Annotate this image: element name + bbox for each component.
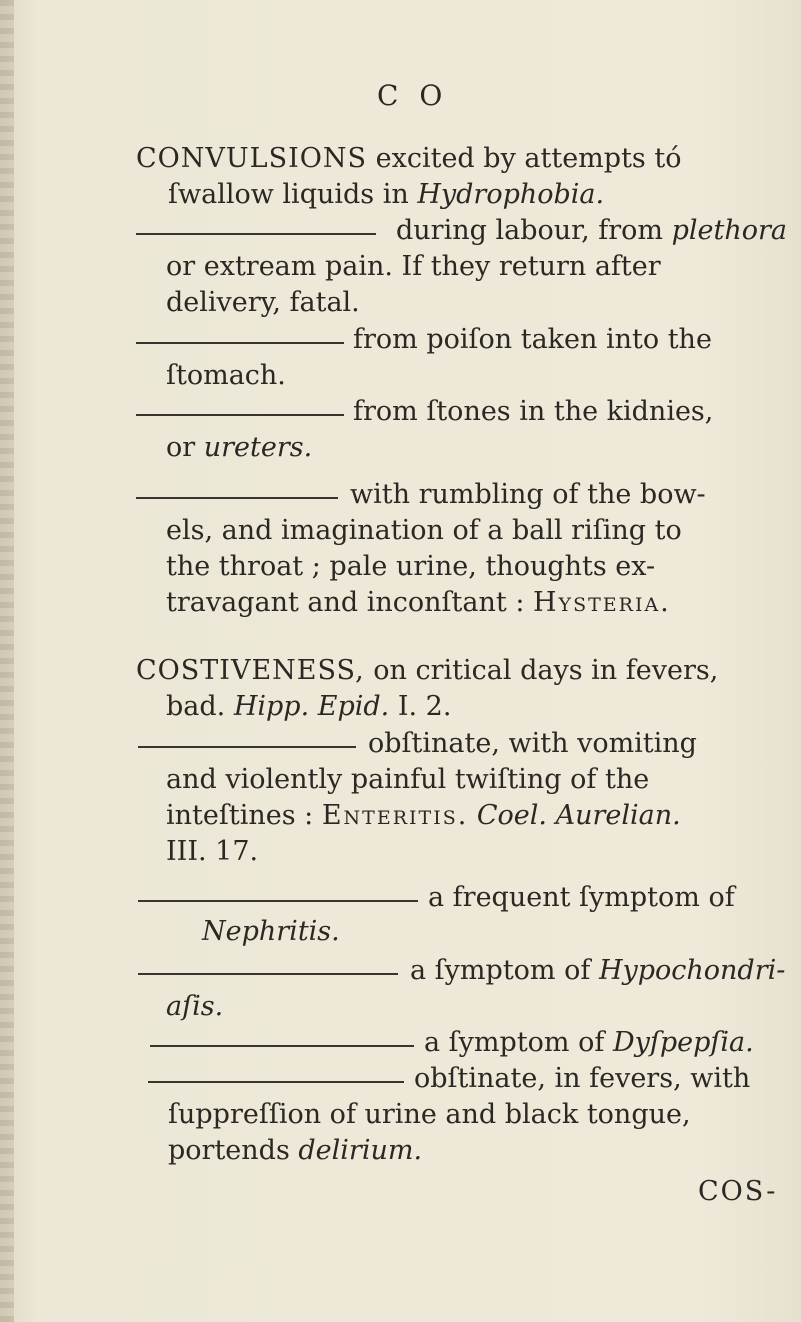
entry-text: a frequent ſymptom of: [428, 882, 735, 913]
subentry-vomiting-line-3: [166, 800, 681, 832]
ditto-rule: [138, 900, 418, 902]
subentry-labour-line-3: [166, 287, 360, 319]
entry-text: obſtinate, in fevers, with: [414, 1063, 751, 1094]
entry-text: ſtomach.: [166, 360, 286, 391]
ditto-rule: [136, 342, 344, 344]
subentry-rumbling-line-3: [166, 551, 655, 583]
subentry-vomiting-line-4: [166, 836, 258, 868]
entry-text: obſtinate, with vomiting: [368, 728, 697, 759]
entry-text: travagant and inconſtant :: [166, 587, 533, 618]
entry-convulsions-line-1: [136, 143, 681, 175]
subentry-delirium-line-1: [414, 1063, 750, 1095]
entry-italic-term: Dyſpepſia.: [612, 1027, 754, 1058]
entry-text: inteſtines :: [166, 800, 322, 831]
subentry-rumbling-line-1: [350, 479, 706, 511]
entry-smallcaps-term: Hysteria.: [533, 587, 671, 618]
entry-italic-term: plethora: [671, 215, 787, 246]
entry-text: delivery, fatal.: [166, 287, 360, 318]
entry-italic-term: Hipp. Epid.: [233, 691, 390, 722]
ditto-rule: [136, 414, 344, 416]
ditto-rule: [148, 1081, 404, 1083]
entry-text: portends: [168, 1135, 299, 1166]
entry-italic-term: Nephritis.: [202, 916, 340, 947]
entry-text: ſuppreſſion of urine and black tongue,: [168, 1099, 691, 1130]
entry-italic-term: Hydrophobia.: [417, 179, 605, 210]
subentry-poison-line-2: [166, 360, 286, 392]
catchword: COS-: [698, 1176, 778, 1207]
subentry-rumbling-line-4: [166, 587, 671, 619]
ditto-rule: [138, 973, 398, 975]
subentry-nephritis-line-1: [428, 882, 735, 914]
entry-italic-term: delirium.: [298, 1135, 423, 1166]
entry-text: from ſtones in the kidnies,: [353, 396, 714, 427]
subentry-delirium-line-2: [168, 1099, 691, 1131]
running-head: C O: [377, 79, 449, 112]
subentry-poison-line-1: [353, 324, 712, 356]
entry-text: or extream pain. If they return after: [166, 251, 661, 282]
ditto-rule: [138, 746, 356, 748]
entry-text: with rumbling of the bow-: [350, 479, 706, 510]
entry-text: bad.: [166, 691, 234, 722]
subentry-labour-line-2: [166, 251, 661, 283]
subentry-nephritis-line-2: [202, 916, 340, 948]
entry-costiveness-line-1: [136, 655, 718, 687]
entry-text: from poiſon taken into the: [353, 324, 712, 355]
ditto-rule: [136, 497, 338, 499]
entry-text: [468, 800, 477, 831]
subentry-vomiting-line-1: [368, 728, 697, 760]
entry-text: or: [166, 432, 204, 463]
entry-convulsions-line-2: [168, 179, 604, 211]
entry-text: a ſymptom of: [410, 955, 599, 986]
subentry-stones-line-1: [353, 396, 713, 428]
entry-text: the throat ; pale urine, thoughts ex-: [166, 551, 656, 582]
entry-heading: CONVULSIONS: [136, 143, 368, 174]
entry-text: a ſymptom of: [424, 1027, 613, 1058]
entry-text: III. 17.: [166, 836, 259, 867]
subentry-stones-line-2: [166, 432, 312, 464]
entry-italic-term: Coel. Aurelian.: [476, 800, 681, 831]
entry-text: during labour, from: [396, 215, 672, 246]
subentry-vomiting-line-2: [166, 764, 649, 796]
entry-costiveness-line-2: [166, 691, 451, 723]
entry-italic-term: Hypochondri-: [598, 955, 786, 986]
ditto-rule: [136, 233, 376, 235]
page-binding-edge: [0, 0, 14, 1322]
ditto-rule: [150, 1045, 414, 1047]
subentry-hypochondriasis-line-2: [166, 991, 223, 1023]
entry-text: on critical days in fevers,: [373, 655, 719, 686]
entry-text: excited by attempts tó: [375, 143, 682, 174]
subentry-dyspepsia-line-1: [424, 1027, 754, 1059]
subentry-labour-line-1: [396, 215, 787, 247]
subentry-delirium-line-3: [168, 1135, 422, 1167]
entry-text: els, and imagination of a ball riſing to: [166, 515, 682, 546]
entry-text: and violently painful twiſting of the: [166, 764, 650, 795]
entry-smallcaps-term: Enteritis.: [321, 800, 469, 831]
entry-heading: COSTIVENESS,: [136, 655, 365, 686]
entry-text: ſwallow liquids in: [168, 179, 418, 210]
entry-italic-term: ureters.: [203, 432, 313, 463]
subentry-rumbling-line-2: [166, 515, 682, 547]
subentry-hypochondriasis-line-1: [410, 955, 785, 987]
entry-text: I. 2.: [389, 691, 452, 722]
entry-italic-term: aſis.: [166, 991, 224, 1022]
